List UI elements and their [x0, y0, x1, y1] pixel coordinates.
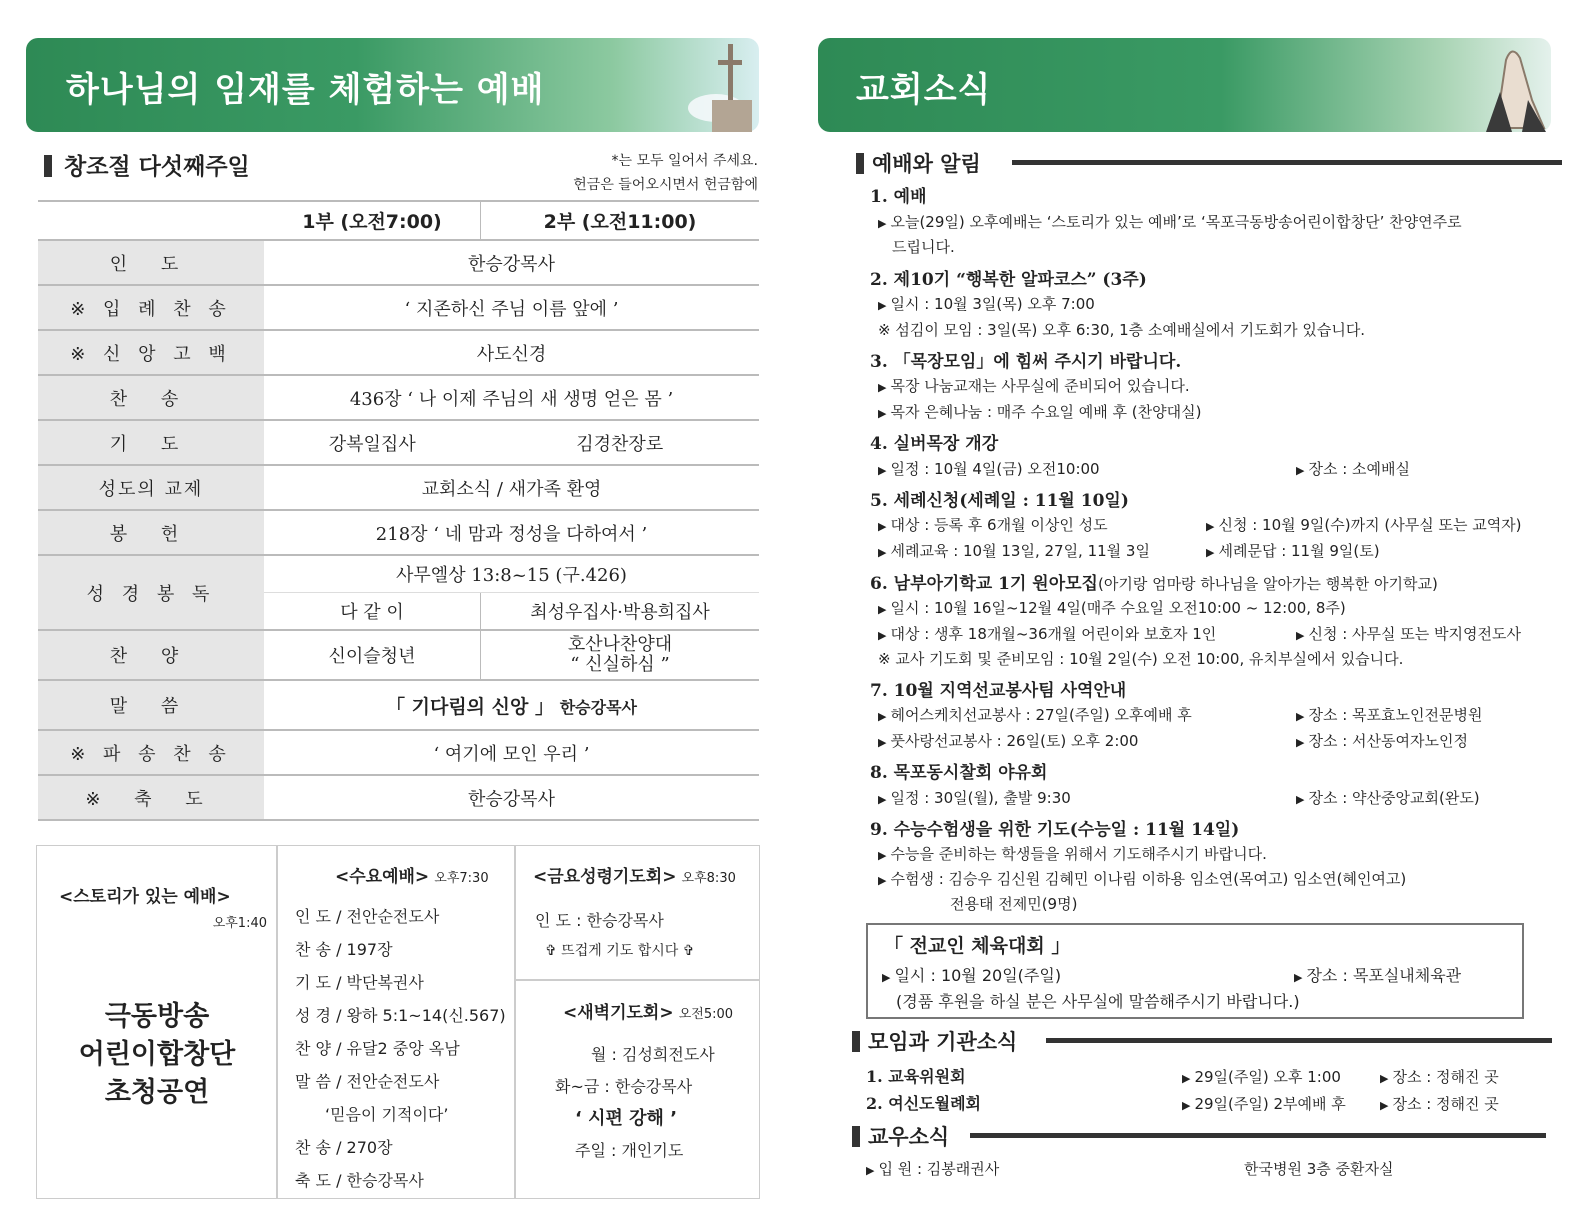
table-row: ※ 신 앙 고 백 사도신경 — [38, 330, 759, 375]
standing-note: *는 모두 일어서 주세요. — [611, 153, 758, 169]
list-item: 성 경 / 왕하 5:1~14(신.567) — [295, 1006, 506, 1025]
service-section-title: 창조절 다섯째주일 — [44, 148, 250, 181]
banner-title: 하나님의 임재를 체험하는 예배 — [66, 70, 545, 110]
notice-2: 2. 제10기 “행복한 알파코스” (3주) — [870, 270, 1147, 290]
table-row: 말 씀 「 기다림의 신앙 」 한승강목사 — [38, 680, 759, 730]
notice-6: 6. 남부아기학교 1기 원아모집(아기랑 엄마랑 하나님을 알아가는 행복한 아기학교) — [870, 574, 1438, 594]
notice-1: 1. 예배 — [870, 187, 927, 207]
list-item: 찬 양 / 유달2 중앙 옥남 — [295, 1039, 460, 1058]
service2-header: 2부 (오전11:00) — [480, 201, 759, 240]
friday-prayer-box: <금요성령기도회> 오후8:30 인 도 : 한승강목사 ✞ 뜨겁게 기도 합시다 ✞ — [514, 845, 760, 981]
dawn-prayer-box: <새벽기도회> 오전5:00 월 : 김성희전도사 화~금 : 한승강목사 ‘ 시편 강해 ’ 주일 : 개인기도 — [514, 979, 760, 1199]
table-row: ※ 축 도 한승강목사 — [38, 775, 759, 820]
wednesday-worship-box: <수요예배> 오후7:30 인 도 / 전안순전도사 찬 송 / 197장 기 도 / 박단복권사 성 경 / 왕하 5:1~14(신.567) 찬 양 / 유달2 중앙 옥남 말 씀 / 전안순전도사 ‘믿음이 기적이다’ 찬 송 / 270장 축 도 / 한승강목사 — [276, 845, 516, 1199]
divider — [1046, 1038, 1552, 1043]
notice-4: 4. 실버목장 개강 — [870, 434, 999, 454]
notice-3: 3. 「목장모임」에 힘써 주시기 바랍니다. — [870, 352, 1182, 372]
table-row: 찬 송 436장 ‘ 나 이제 주님의 새 생명 얻은 몸 ’ — [38, 375, 759, 420]
divider — [1012, 160, 1562, 165]
list-item: ‘믿음이 기적이다’ — [325, 1105, 449, 1124]
notice-8: 8. 목포동시찰회 야유회 — [870, 763, 1048, 783]
notice-5: 5. 세례신청(세례일 : 11월 10일) — [870, 491, 1129, 511]
meetings-heading: 모임과 기관소식 — [852, 1026, 1017, 1056]
church-news-banner — [818, 38, 1551, 132]
cross-tower-icon — [686, 38, 759, 132]
table-row: ※ 파 송 찬 송 ‘ 여기에 모인 우리 ’ — [38, 730, 759, 775]
table-row: 기 도 강복일집사 김경찬장로 — [38, 420, 759, 465]
table-row: 찬 양 신이슬청년 호산나찬양대 “ 신실하심 ” — [38, 630, 759, 680]
table-row: 인 도 한승강목사 — [38, 240, 759, 285]
list-item: 말 씀 / 전안순전도사 — [295, 1072, 440, 1091]
list-item: 찬 송 / 270장 — [295, 1138, 393, 1157]
list-item: 기 도 / 박단복권사 — [295, 973, 424, 992]
table-row: 다 같 이 최성우집사·박용희집사 — [38, 593, 759, 631]
notice-9: 9. 수능수험생을 위한 기도(수능일 : 11월 14일) — [870, 820, 1240, 840]
notice-1-text: ▶ 오늘(29일) 오후예배는 ‘스토리가 있는 예배’로 ‘목포극동방송어린이합창단’ 찬양연주로 — [878, 213, 1462, 231]
worship-banner — [26, 38, 759, 132]
worship-order-table — [38, 200, 759, 821]
table-row: 봉 헌 218장 ‘ 네 맘과 정성을 다하여서 ’ — [38, 510, 759, 555]
table-row: ※ 입 례 찬 송 ‘ 지존하신 주님 이름 앞에 ’ — [38, 285, 759, 330]
offering-note: 헌금은 들어오시면서 헌금함에 — [573, 177, 758, 193]
worship-notice-heading: 예배와 알림 — [856, 148, 981, 178]
sports-day-box: 「 전교인 체육대회 」 ▶ 일시 : 10월 20일(주일) ▶ 장소 : 목포실내체육관 (경품 후원을 하실 분은 사무실에 말씀해주시기 바랍니다.) — [866, 923, 1524, 1019]
list-item: 축 도 / 한승강목사 — [295, 1171, 424, 1190]
notice-7: 7. 10월 지역선교봉사팀 사역안내 — [870, 681, 1127, 701]
service1-header: 1부 (오전7:00) — [264, 201, 480, 240]
member-news-heading: 교우소식 — [852, 1121, 949, 1151]
story-worship-box: <스토리가 있는 예배> 오후1:40 극동방송 어린이합창단 초청공연 — [36, 845, 278, 1199]
list-item: 찬 송 / 197장 — [295, 940, 393, 959]
banner-title: 교회소식 — [856, 70, 992, 110]
table-row: 성도의 교제 교회소식 / 새가족 환영 — [38, 465, 759, 510]
list-item: 인 도 / 전안순전도사 — [295, 907, 440, 926]
divider — [970, 1133, 1546, 1138]
praying-hands-icon — [1466, 40, 1551, 132]
table-row: 성 경 봉 독 사무엘상 13:8~15 (구.426) — [38, 555, 759, 593]
